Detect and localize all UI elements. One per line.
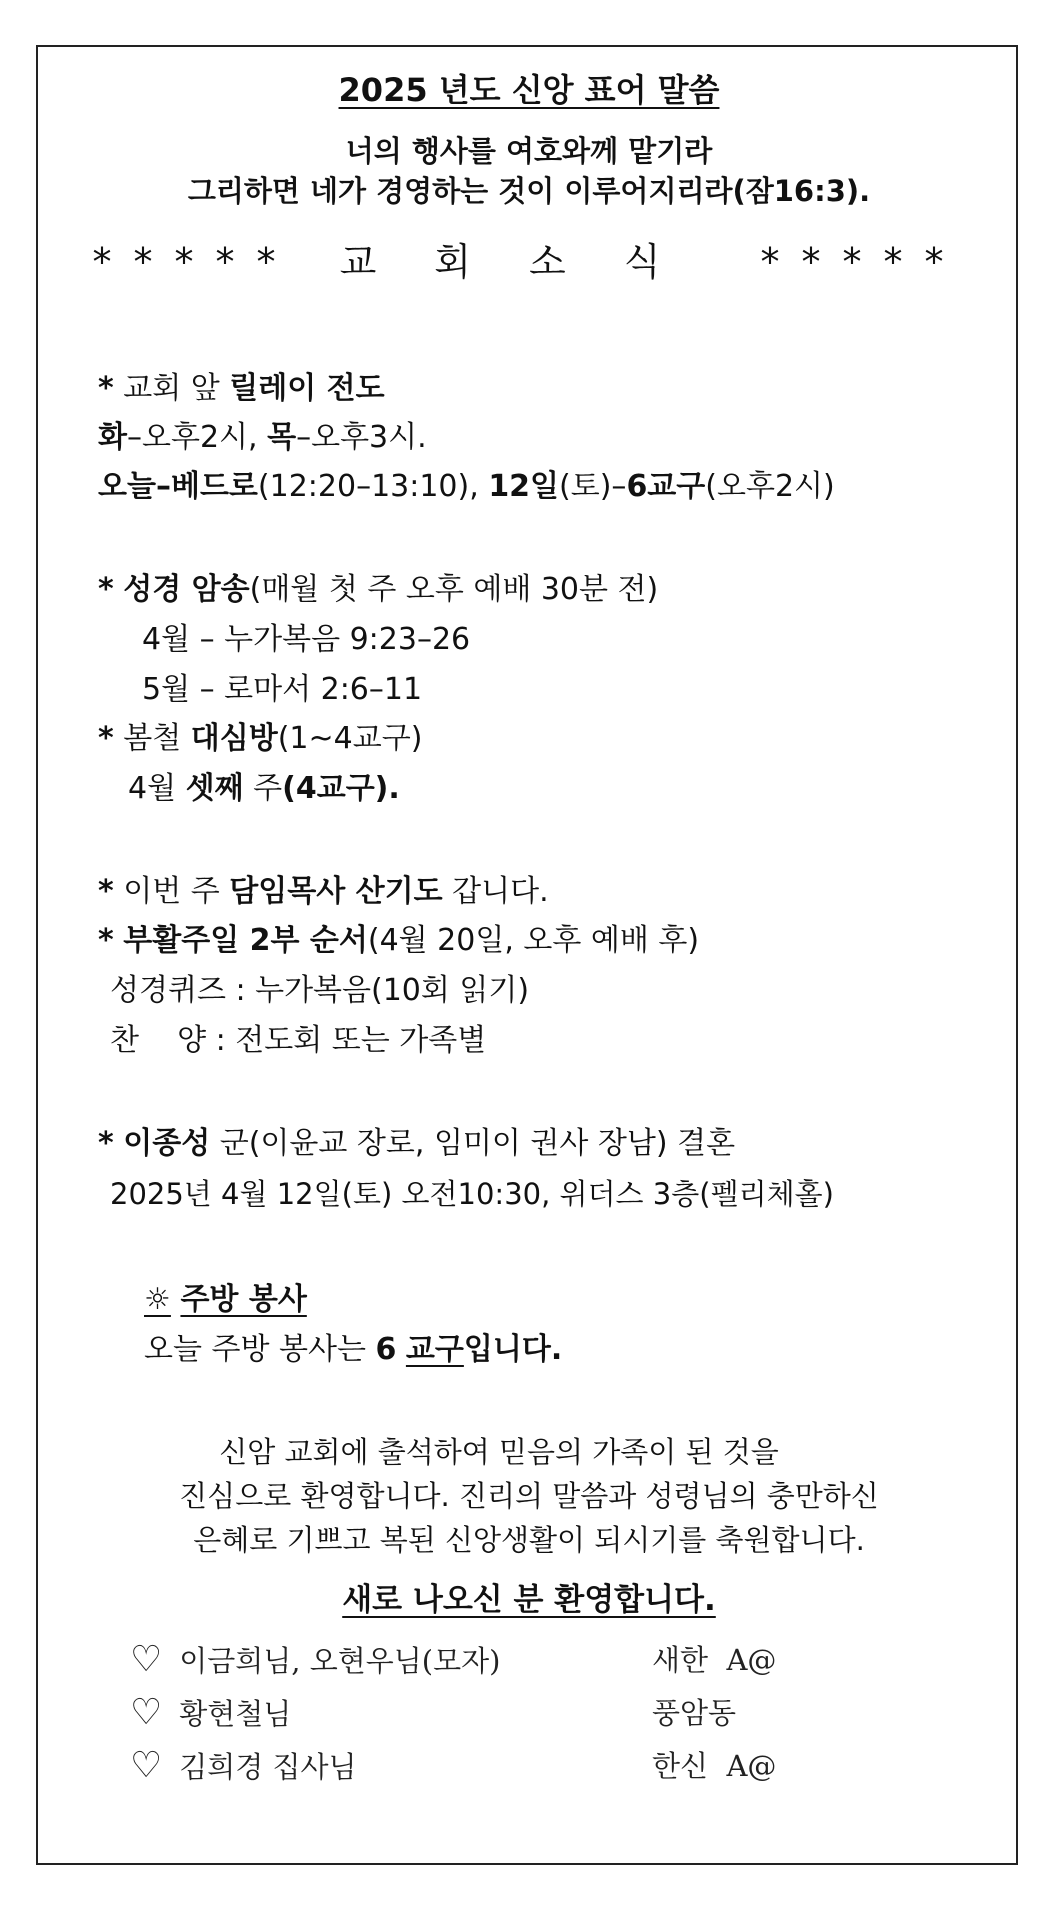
wedding-desc: 군(이윤교 장로, 임미이 권사 장남) 결혼 — [219, 1126, 736, 1161]
pastor-bold: 담임목사 산기도 — [229, 874, 443, 909]
today-time: (12:20–13:10), — [257, 469, 479, 504]
easter-title: 부활주일 2부 순서 — [123, 923, 368, 958]
time-tue: –오후2시, — [126, 420, 258, 455]
heart-icon: ♡ — [130, 1639, 163, 1680]
heart-icon: ♡ — [130, 1745, 163, 1786]
sun-icon: ☼ — [144, 1282, 171, 1317]
week-month: 4월 — [128, 771, 177, 806]
day-tue: 화 — [98, 420, 127, 455]
relay-heading — [98, 369, 385, 409]
groom-name: 이종성 — [123, 1126, 211, 1161]
pastor-plain-2: 갑니다. — [452, 874, 549, 909]
relay-district-time: (오후2시) — [705, 469, 835, 504]
list-item — [130, 1693, 291, 1734]
bullet: * — [98, 371, 114, 406]
bullet: * — [98, 572, 114, 607]
welcome-heading — [0, 1580, 1058, 1620]
memorize-heading — [98, 570, 658, 610]
relay-title-plain: 교회 앞 — [123, 371, 220, 406]
kitchen-text-end: 입니다. — [463, 1332, 563, 1367]
time-thu: –오후3시. — [296, 420, 427, 455]
bullet: * — [98, 923, 114, 958]
memorize-may: 5월 – 로마서 2:6–11 — [142, 672, 423, 707]
newcomer-place: 새한 A@ — [652, 1643, 777, 1677]
banner-stars-right: ***** — [760, 240, 966, 284]
newcomer-name: 황현철님 — [179, 1697, 292, 1731]
welcome-title: 새로 나오신 분 환영합니다. — [342, 1582, 716, 1618]
kitchen-district-word: 교구 — [405, 1332, 464, 1367]
relay-schedule — [98, 418, 427, 458]
bullet: * — [98, 1126, 114, 1161]
kitchen-title: 주방 봉사 — [180, 1282, 307, 1317]
memorize-note: (매월 첫 주 오후 예배 30분 전) — [249, 572, 659, 607]
day-thu: 목 — [267, 420, 297, 455]
verse-line-2: 그리하면 네가 경영하는 것이 이루어지리라(잠16:3). — [187, 174, 871, 208]
wedding-heading — [98, 1124, 735, 1164]
bullet: * — [98, 874, 114, 909]
banner-title: 교회소식 — [339, 240, 719, 284]
easter-note: (4월 20일, 오후 예배 후) — [367, 923, 700, 958]
visitation-note: (1~4교구) — [277, 721, 423, 756]
kitchen-district-num: 6 — [375, 1332, 397, 1367]
relay-title-bold: 릴레이 전도 — [229, 371, 385, 406]
relay-date-day: (토)– — [559, 469, 627, 504]
pastor-plain-1: 이번 주 — [123, 874, 220, 909]
visitation-heading — [98, 719, 422, 759]
week-ordinal: 셋째 — [185, 771, 244, 806]
banner-stars-left: ***** — [92, 240, 298, 284]
memorize-title: 성경 암송 — [123, 572, 250, 607]
memorize-april: 4월 – 누가복음 9:23–26 — [142, 622, 471, 657]
newcomer-name: 김희경 집사님 — [179, 1750, 357, 1784]
relay-today — [98, 467, 835, 507]
relay-district: 6교구 — [626, 469, 706, 504]
visitation-title-plain: 봄철 — [123, 721, 182, 756]
list-item — [130, 1746, 357, 1787]
page-title: 2025 년도 신앙 표어 말씀 — [338, 71, 720, 109]
week-word: 주 — [253, 771, 283, 806]
bullet: * — [98, 721, 114, 756]
kitchen-heading — [144, 1280, 307, 1320]
week-district: (4교구). — [282, 771, 400, 806]
verse-line-1: 너의 행사를 여호와께 맡기라 — [345, 134, 713, 168]
easter-praise: 찬 양 : 전도회 또는 가족별 — [110, 1023, 487, 1058]
newcomer-name: 이금희님, 오현우님(모자) — [179, 1644, 501, 1678]
easter-quiz: 성경퀴즈 : 누가복음(10회 읽기) — [110, 973, 530, 1008]
wedding-detail: 2025년 4월 12일(토) 오전10:30, 위더스 3층(펠리체홀) — [110, 1177, 834, 1211]
greeting-line-3: 은혜로 기쁘고 복된 신앙생활이 되시기를 축원합니다. — [193, 1523, 865, 1557]
newcomer-place: 풍암동 — [652, 1696, 737, 1730]
church-news-banner — [0, 238, 1058, 286]
heart-icon: ♡ — [130, 1692, 163, 1733]
relay-date: 12일 — [488, 469, 560, 504]
kitchen-text — [144, 1330, 562, 1370]
easter-heading — [98, 921, 699, 961]
greeting-line-1: 신암 교회에 출석하여 믿음의 가족이 된 것을 — [219, 1435, 779, 1469]
greeting-line-2: 진심으로 환영합니다. 진리의 말씀과 성령님의 충만하신 — [179, 1479, 879, 1513]
today-label: 오늘–베드로 — [98, 469, 258, 504]
newcomer-place: 한신 A@ — [652, 1749, 777, 1783]
visitation-week — [128, 769, 400, 809]
kitchen-text-plain: 오늘 주방 봉사는 — [144, 1332, 366, 1367]
pastor-notice — [98, 872, 549, 912]
visitation-title-bold: 대심방 — [190, 721, 278, 756]
list-item — [130, 1640, 500, 1681]
